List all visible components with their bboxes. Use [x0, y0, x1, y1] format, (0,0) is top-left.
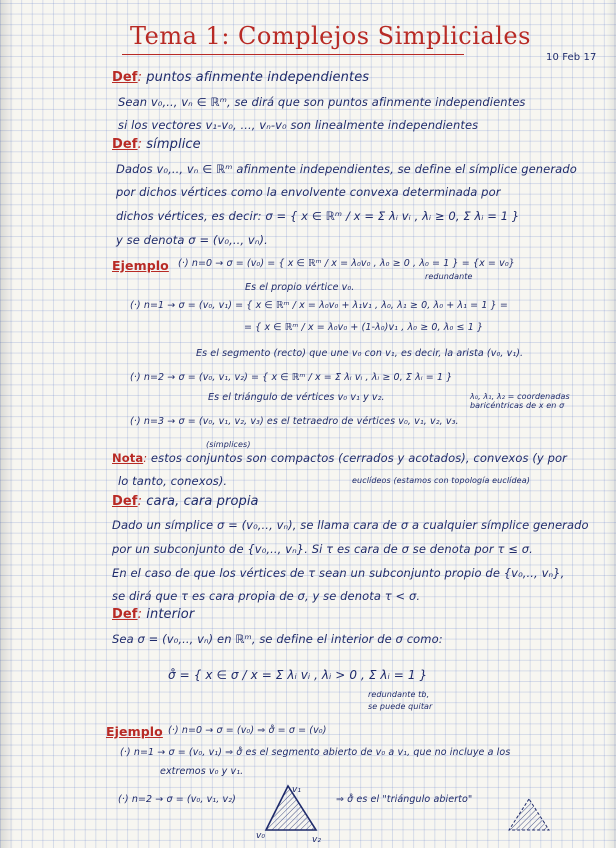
ejemplo-line: (·) n=1 → σ = (v₀, v₁) = { x ∈ ℝᵐ / x = λ₀v₀ + λ₁v₁ , λ₀, λ₁ ≥ 0, λ₀ + λ₁ = 1 } =: [130, 300, 508, 311]
ejemplo-line: Es el segmento (recto) que une v₀ con v₁, es decir, la arista (v₀, v₁).: [196, 348, 524, 359]
nota-heading: Nota: estos conjuntos son compactos (cerrados y acotados), convexos (y por: [112, 451, 567, 465]
nota-line: estos conjuntos son compactos (cerrados y acotados), convexos (y por: [150, 451, 567, 465]
def-puntos-heading: Def: puntos afinmente independientes: [112, 70, 370, 85]
annotation-euclideos: euclídeos (estamos con topología euclídea): [352, 476, 530, 485]
def-heading-text: interior: [146, 607, 195, 622]
ejemplo-line: = { x ∈ ℝᵐ / x = λ₀v₀ + (1-λ₀)v₁ , λ₀ ≥ 0, λ₀ ≤ 1 }: [244, 322, 484, 333]
title-underline: [122, 54, 464, 55]
def-interior-heading: Def: interior: [112, 607, 195, 622]
def-line: y se denota σ = (v₀,.., vₙ).: [116, 233, 268, 247]
triangle-sketch: [246, 782, 324, 844]
def-simplice-heading: Def: símplice: [112, 137, 201, 152]
ejemplo-line: ⇒ σ̊ es el "triángulo abierto": [336, 794, 473, 805]
def-line: Sean v₀,.., vₙ ∈ ℝᵐ, se dirá que son puntos afinmente independientes: [118, 95, 526, 109]
ejemplo-line: Es el propio vértice v₀.: [245, 282, 355, 293]
date: 10 Feb 17: [546, 52, 597, 63]
def-line: Sea σ = (v₀,.., vₙ) en ℝᵐ, se define el interior de σ como:: [112, 632, 443, 646]
def-line: por un subconjunto de {v₀,.., vₙ}. Si τ es cara de σ se denota por τ ≤ σ.: [112, 542, 533, 556]
def-line: Dado un símplice σ = (v₀,.., vₙ), se llama cara de σ a cualquier símplice generado: [112, 518, 589, 532]
ejemplo-line: (·) n=0 → σ = (v₀) = { x ∈ ℝᵐ / x = λ₀v₀ , λ₀ ≥ 0 , λ₀ = 1 } = {x = v₀}: [178, 258, 515, 269]
ejemplo-line: Es el triángulo de vértices v₀ v₁ y v₂.: [208, 392, 385, 403]
def-label: Def: [112, 494, 138, 509]
annotation-redundante: redundante: [425, 272, 473, 281]
vertex-label: v₀: [256, 831, 265, 841]
annotation-redundante-tb: redundante tb,: [368, 690, 430, 699]
nota-label: Nota: [112, 451, 144, 465]
def-label: Def: [112, 137, 138, 152]
annotation-se-puede-quitar: se puede quitar: [368, 702, 433, 711]
open-triangle-shape: [509, 799, 549, 830]
def-label: Def: [112, 70, 138, 85]
def-line: dichos vértices, es decir: σ = { x ∈ ℝᵐ / x = Σ λᵢ vᵢ , λᵢ ≥ 0, Σ λᵢ = 1 }: [116, 209, 520, 223]
ejemplo-label: Ejemplo: [106, 724, 163, 739]
ejemplo-line: (·) n=0 → σ = (v₀) ⇒ σ̊ = σ = (v₀): [168, 725, 327, 736]
def-heading-text: cara, cara propia: [146, 494, 259, 509]
def-line: se dirá que τ es cara propia de σ, y se denota τ < σ.: [112, 589, 421, 603]
interior-formula: σ̊ = { x ∈ σ / x = Σ λᵢ vᵢ , λᵢ > 0 , Σ λᵢ = 1 }: [168, 668, 428, 682]
page-title: Tema 1: Complejos Simpliciales: [130, 22, 531, 50]
def-line: En el caso de que los vértices de τ sean un subconjunto propio de {v₀,.., vₙ},: [112, 566, 565, 580]
annotation-simplices: (simplices): [206, 440, 251, 449]
def-heading-text: puntos afinmente independientes: [146, 70, 370, 85]
ejemplo-line: (·) n=1 → σ = (v₀, v₁) ⇒ σ̊ es el segmento abierto de v₀ a v₁, que no incluye a los: [120, 747, 511, 758]
def-cara-heading: Def: cara, cara propia: [112, 494, 259, 509]
annotation-coordenadas: λ₀, λ₁, λ₂ = coordenadas baricéntricas de x en σ: [470, 392, 570, 410]
open-triangle-sketch: [504, 796, 554, 836]
ejemplo-label: Ejemplo: [112, 258, 169, 273]
vertex-label: v₂: [312, 835, 321, 844]
ejemplo-line: extremos v₀ y v₁.: [160, 766, 244, 777]
nota-line: lo tanto, conexos).: [118, 474, 228, 488]
vertex-label: v₁: [292, 785, 301, 795]
def-line: por dichos vértices como la envolvente convexa determinada por: [116, 185, 501, 199]
def-line: si los vectores v₁-v₀, ..., vₙ-v₀ son linealmente independientes: [118, 118, 479, 132]
def-heading-text: símplice: [146, 137, 201, 152]
page-binding-shadow: [0, 0, 14, 848]
ejemplo-line: (·) n=2 → σ = (v₀, v₁, v₂): [118, 794, 236, 805]
page-edge-shadow: [606, 0, 616, 848]
ejemplo-line: (·) n=2 → σ = (v₀, v₁, v₂) = { x ∈ ℝᵐ / x = Σ λᵢ vᵢ , λᵢ ≥ 0, Σ λᵢ = 1 }: [130, 372, 453, 383]
def-label: Def: [112, 607, 138, 622]
def-line: Dados v₀,.., vₙ ∈ ℝᵐ afinmente independientes, se define el símplice generado: [116, 162, 577, 176]
ejemplo-line: (·) n=3 → σ = (v₀, v₁, v₂, v₃) es el tetraedro de vértices v₀, v₁, v₂, v₃.: [130, 416, 459, 427]
triangle-shape: [266, 786, 316, 830]
